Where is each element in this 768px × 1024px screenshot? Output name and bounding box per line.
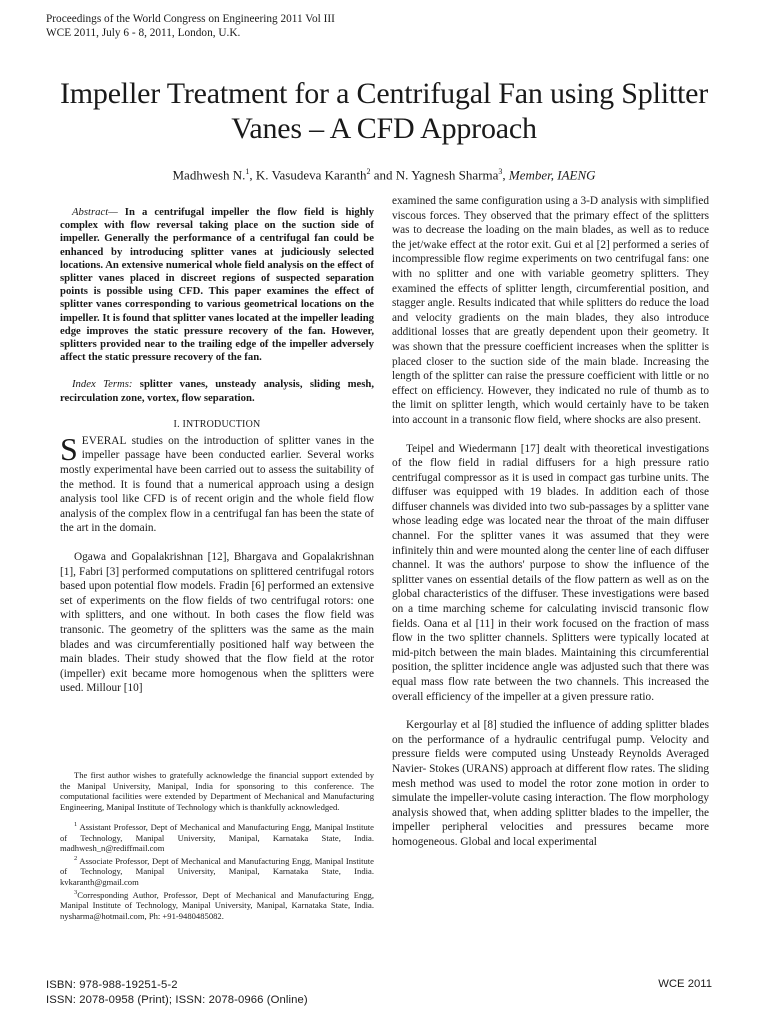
small-caps-word: EVERAL <box>81 434 127 447</box>
author-2: K. Vasudeva Karanth <box>255 167 367 183</box>
abstract <box>60 206 374 364</box>
author-separator: , <box>249 167 256 183</box>
acknowledgement-footnote: The first author wishes to gratefully acknowledge the financial support extended by the Manipal University, Manipal, India for sponsoring to this conference. The computational facilities were extended by Department of Mechanical and Manufacturing Engineering, Manipal Institute of Technology which is thankfully acknowledged. <box>60 770 374 812</box>
footer-identifiers <box>46 978 308 1007</box>
author-2-mark: 2 <box>366 167 371 176</box>
drop-cap: S <box>60 430 78 467</box>
footnote-text: Corresponding Author, Professor, Dept of Mechanical and Manufacturing Engg, Manipal Institute of Technology, Manipal University, Manipal, Karnataka State, India. nysharma@hotmail.com, Ph: +91-9480485082. <box>60 889 374 921</box>
author-separator: and <box>370 167 396 183</box>
author-membership: Member, IAENG <box>508 167 596 183</box>
intro-paragraph-1 <box>60 430 374 536</box>
index-terms <box>60 378 374 404</box>
footnote-mark: 2 <box>74 855 78 863</box>
right-paragraph-2: Teipel and Wiedermann [17] dealt with theoretical investigations of the flow field in radial diffusers for a high pressure ratio centrifugal compressor as it is used in compact gas turbine units. The diffuser was equipped with 19 blades. In addition each of those diffuser channels was divided into two sub-passages by a splitter vane whose leading edge was located near the throat of the main diffuser channel. For the splitter vanes it was assumed that they were infinitely thin and were mounted along the center line of each diffuser channel. It was the authors' purpose to show the influence of the splitter vanes on essential details of the flow pattern as well as on the global characteristics of the diffuser. These investigations were based on a time marching scheme for calculating inviscid transonic flow fields. Oana et al [11] in their work focused on the fraction of mass flow in the two splitter channels. Splitters were typically located at mid-pitch between the main blades. Maintaining this circumferential position, the splitter incidence angle was adjusted such that there was equal mass flow rate between the two channels. This increased the overall efficiency of the impeller at a given pressure ratio. <box>392 442 709 703</box>
index-terms-text: splitter vanes, unsteady analysis, sliding mesh, recirculation zone, vortex, flow separation. <box>60 378 374 404</box>
header-proceedings: Proceedings of the World Congress on Engineering 2011 Vol III <box>46 13 335 25</box>
section-heading-introduction: I. INTRODUCTION <box>173 418 261 430</box>
author-3-mark: 3 <box>498 167 503 176</box>
footnote-mark: 3 <box>74 888 78 896</box>
author-1-mark: 1 <box>245 167 250 176</box>
footnote-text: Associate Professor, Dept of Mechanical and Manufacturing Engg, Manipal Institute of Technology, Manipal University, Manipal, Karnataka State, India. kvkaranth@gmail.com <box>60 855 374 888</box>
footnotes <box>60 770 374 921</box>
author-separator: , <box>502 167 509 183</box>
header-conference-date: WCE 2011, July 6 - 8, 2011, London, U.K. <box>46 27 241 39</box>
paper-title: Impeller Treatment for a Centrifugal Fan using Splitter Vanes – A CFD Approach <box>59 77 709 145</box>
abstract-lead: Abstract— <box>72 206 118 218</box>
author-3: N. Yagnesh Sharma <box>395 167 499 183</box>
right-paragraph-1: examined the same configuration using a 3-D analysis with simplified viscous forces. They observed that the primary effect of the splitters was to decrease the loading on the main blades, as well as to reduce the jet/wake effect at the rotor exit. Gui et al [2] performed a series of incompressible flow regime experiments on two centrifugal fans: one with no splitter and one with variable geometry splitters. They examined the effects of splitter length, circumferential position, and stagger angle. Results indicated that while splitters do reduce the load and velocity gradients on the main blades, they also introduce additional losses that are greatly dependent upon their geometry. It was shown that the pressure coefficient increases when the splitter is placed closer to the suction side of the main blade. Increasing the length of the splitter can raise the pressure coefficient with little or no effect on efficiency. However, they indicated no rule of thumb as to the limit on splitter length, which would certainly have to be taken into account in a transonic flow field, where shocks are also present. <box>392 195 709 426</box>
footnote-mark: 1 <box>74 821 78 829</box>
abstract-text: In a centrifugal impeller the flow field is highly complex with flow reversal taking place on the suction side of impeller. Generally the performance of a centrifugal fan could be enhanced by introducing splitter vanes at judiciously selected locations. An extensive numerical whole field analysis on the effect of splitter vanes placed in discreet regions of suspected separation points is possible using CFD. This paper examines the effect of splitter vanes corresponding to various geometrical locations on the impeller. It is found that splitter vanes located at the impeller leading edge improves the static pressure recovery of the fan. However, splitters provided near to the trailing edge of the impeller adversely affect the static pressure recovery of the fan. <box>60 206 374 364</box>
author-3-footnote <box>60 888 374 922</box>
author-2-footnote <box>60 854 374 888</box>
author-1-footnote <box>60 820 374 854</box>
footer-isbn: ISBN: 978-988-19251-5-2 <box>46 979 178 991</box>
footnote-text: Assistant Professor, Dept of Mechanical and Manufacturing Engg, Manipal Institute of Technology, Manipal University, Manipal, Karnataka State, India. madhwesh_n@rediffmail.com <box>60 822 374 854</box>
right-paragraph-3: Kergourlay et al [8] studied the influence of adding splitter blades on the performance of a hydraulic centrifugal pump. Velocity and pressure fields were computed using Unsteady Reynolds Averaged Navier- Stokes (URANS) approach at different flow rates. The sliding mesh method was used to model the rotor zone motion in order to simulate the impeller-volute casing interaction. The flow morphology analysis showed that, when adding splitter blades to the impeller, the impeller peripheral velocities and pressures became more homogeneous. Global and local experimental <box>392 719 709 848</box>
left-column <box>60 206 374 696</box>
intro-paragraph-2: Ogawa and Gopalakrishnan [12], Bhargava and Gopalakrishnan [1], Fabri [3] performed computations on splittered centrifugal rotors based upon potential flow models. Fradin [6] performed an extensive set of experiments on the flow fields of two centrifugal rotors: one with splitters, and one without. In both cases the flow field was transonic. The geometry of the splitters was the same as the main blades and was circumferentially positioned half way between the main blades. Their study showed that the flow field at the rotor (impeller) exit became more homogenous when the splitters were used. Millour [10] <box>60 551 374 695</box>
footer-conference: WCE 2011 <box>658 978 712 990</box>
intro-paragraph-1-text: studies on the introduction of splitter vanes in the impeller passage have been conducted earlier. Several works mostly experimental have been carried out to assess the suitability of the method. It is found that a numerical approach using a design analysis tool like CFD is of recent origin and the whole field flow analysis of the complex flow in a centrifugal fan has been the state of the art in the domain. <box>60 434 374 535</box>
footer-issn: ISSN: 2078-0958 (Print); ISSN: 2078-0966 (Online) <box>46 993 308 1006</box>
right-column <box>392 194 709 850</box>
author-line <box>0 164 768 183</box>
running-header <box>46 12 335 40</box>
author-1: Madhwesh N. <box>172 167 246 183</box>
index-terms-lead: Index Terms: <box>72 378 133 391</box>
